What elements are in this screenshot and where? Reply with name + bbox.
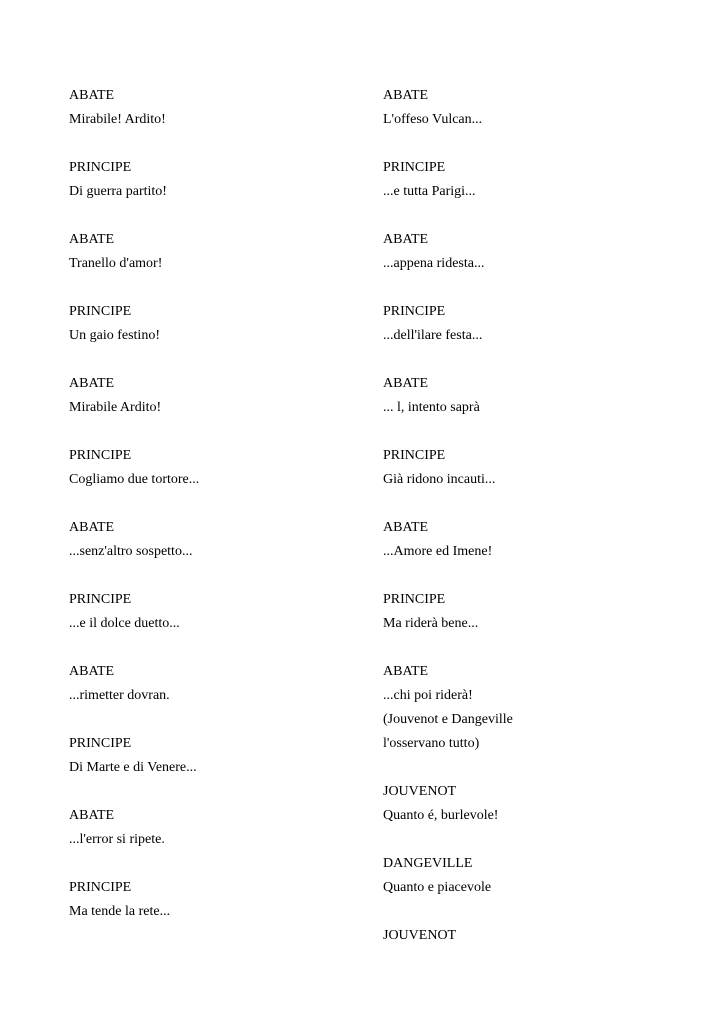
speaker-name: ABATE [69,232,115,247]
speaker-name: ABATE [383,520,429,535]
dialogue-line: Un gaio festino! [69,328,160,343]
speaker-name: PRINCIPE [69,448,132,463]
speaker-name: PRINCIPE [383,448,446,463]
dialogue-line: ... l, intento saprà [383,400,480,415]
speaker-name: ABATE [383,376,429,391]
speaker-name: PRINCIPE [69,592,132,607]
speaker-name: ABATE [69,520,115,535]
speaker-name: DANGEVILLE [383,856,473,871]
dialogue-line: Cogliamo due tortore... [69,472,200,487]
stage-direction: (Jouvenot e Dangeville [383,712,513,727]
speaker-name: PRINCIPE [69,736,132,751]
speaker-name: ABATE [383,88,429,103]
dialogue-line: ...senz'altro sospetto... [69,544,193,559]
dialogue-line: ...l'error si ripete. [69,832,165,847]
stage-direction: l'osservano tutto) [383,736,480,751]
dialogue-line: Di guerra partito! [69,184,167,199]
dialogue-line: ...Amore ed Imene! [383,544,493,559]
speaker-name: ABATE [383,664,429,679]
speaker-name: PRINCIPE [383,592,446,607]
speaker-name: PRINCIPE [383,160,446,175]
dialogue-line: Quanto é, burlevole! [383,808,499,823]
speaker-name: JOUVENOT [383,928,457,943]
dialogue-line: Ma tende la rete... [69,904,171,919]
speaker-name: ABATE [69,664,115,679]
speaker-name: JOUVENOT [383,784,457,799]
speaker-name: ABATE [383,232,429,247]
dialogue-line: ...appena ridesta... [383,256,485,271]
dialogue-line: L'offeso Vulcan... [383,112,483,127]
dialogue-line: Ma riderà bene... [383,616,479,631]
dialogue-line: ...rimetter dovran. [69,688,170,703]
dialogue-line: Mirabile! Ardito! [69,112,166,127]
dialogue-line: ...e tutta Parigi... [383,184,476,199]
speaker-name: ABATE [69,376,115,391]
right-column [383,84,683,948]
dialogue-line: ...chi poi riderà! [383,688,473,703]
speaker-name: PRINCIPE [69,160,132,175]
dialogue-line: Mirabile Ardito! [69,400,162,415]
speaker-name: ABATE [69,88,115,103]
speaker-name: ABATE [69,808,115,823]
dialogue-line: ...dell'ilare festa... [383,328,483,343]
left-column [69,84,369,924]
speaker-name: PRINCIPE [69,304,132,319]
dialogue-line: ...e il dolce duetto... [69,616,180,631]
speaker-name: PRINCIPE [69,880,132,895]
speaker-name: PRINCIPE [383,304,446,319]
dialogue-line: Quanto e piacevole [383,880,492,895]
dialogue-line: Tranello d'amor! [69,256,163,271]
dialogue-line: Di Marte e di Venere... [69,760,197,775]
dialogue-line: Già ridono incauti... [383,472,496,487]
